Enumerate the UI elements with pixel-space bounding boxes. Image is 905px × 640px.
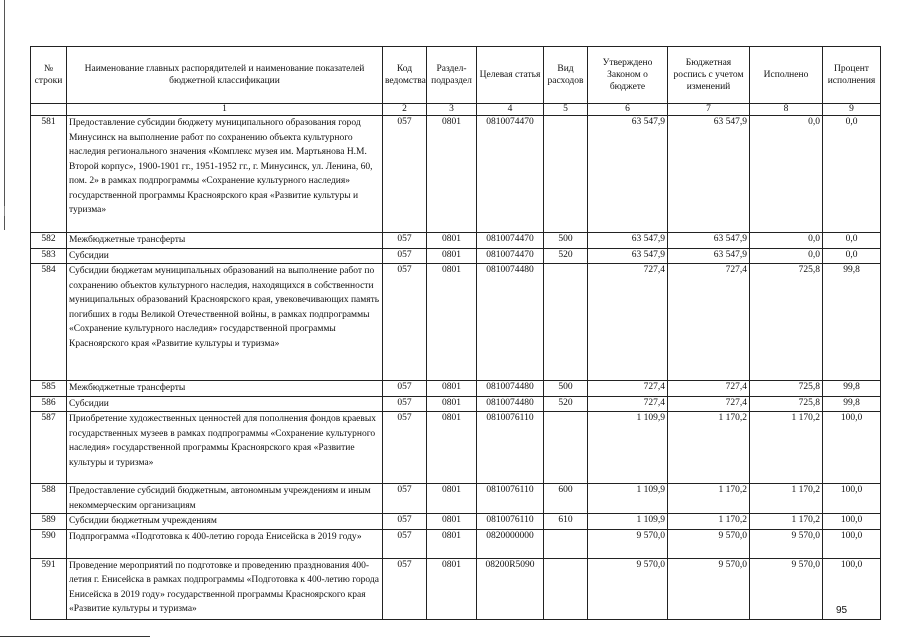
row-dept-code: 057 — [383, 412, 427, 484]
row-number: 583 — [31, 248, 67, 264]
table-row — [31, 264, 881, 381]
row-expense-type — [544, 264, 588, 381]
header-approved: Утверждено Законом о бюджете — [588, 47, 668, 104]
row-executed: 1 170,2 — [750, 412, 823, 484]
row-dept-code: 057 — [383, 529, 427, 558]
row-expense-type — [544, 529, 588, 558]
column-number: 3 — [427, 104, 477, 116]
row-expense-type — [544, 116, 588, 233]
row-planned: 727,4 — [668, 396, 750, 412]
table-row — [31, 381, 881, 397]
binder-margin-line — [4, 0, 5, 230]
row-dept-code: 057 — [383, 116, 427, 233]
row-planned: 9 570,0 — [668, 529, 750, 558]
row-planned: 1 170,2 — [668, 412, 750, 484]
row-section: 0801 — [427, 248, 477, 264]
row-approved: 727,4 — [588, 396, 668, 412]
row-number: 591 — [31, 558, 67, 619]
row-executed: 1 170,2 — [750, 484, 823, 514]
column-number: 7 — [668, 104, 750, 116]
row-target: 0810074470 — [477, 233, 544, 249]
header-section: Раздел-подраздел — [427, 47, 477, 104]
header-target: Целевая статья — [477, 47, 544, 104]
row-percent: 0,0 — [823, 248, 881, 264]
header-planned: Бюджетная роспись с учетом изменений — [668, 47, 750, 104]
row-name: Предоставление субсидии бюджету муниципального образования город Минусинск на выполнение работ по сохранению объекта культурного наследия регионального значения «Комплекс музея им. Мартьянова Н.М. Второй корпус», 1900-1901 гг., 1951-1952 гг., г. Минусинск, ул. Ленина, 60, пом. 2» в рамках подпрограммы «Сохранение культурного наследия» государственной программы Красноярского края «Развитие культуры и туризма» — [67, 116, 383, 233]
row-executed: 0,0 — [750, 248, 823, 264]
table-row — [31, 514, 881, 530]
row-approved: 63 547,9 — [588, 248, 668, 264]
row-target: 0820000000 — [477, 529, 544, 558]
row-executed: 1 170,2 — [750, 514, 823, 530]
row-percent: 100,0 — [823, 529, 881, 558]
footer-rule — [0, 636, 150, 637]
table-row — [31, 412, 881, 484]
row-target: 0810076110 — [477, 514, 544, 530]
row-number: 584 — [31, 264, 67, 381]
budget-execution-table — [30, 46, 881, 620]
row-percent: 99,8 — [823, 396, 881, 412]
table-row — [31, 116, 881, 233]
row-name: Субсидии — [67, 248, 383, 264]
row-section: 0801 — [427, 381, 477, 397]
table-row — [31, 484, 881, 514]
row-dept-code: 057 — [383, 248, 427, 264]
row-approved: 63 547,9 — [588, 233, 668, 249]
row-number: 588 — [31, 484, 67, 514]
row-planned: 63 547,9 — [668, 248, 750, 264]
row-target: 0810074470 — [477, 248, 544, 264]
row-section: 0801 — [427, 412, 477, 484]
row-planned: 9 570,0 — [668, 558, 750, 619]
header-dept-code: Код ведомства — [383, 47, 427, 104]
row-approved: 1 109,9 — [588, 412, 668, 484]
row-section: 0801 — [427, 233, 477, 249]
row-planned: 1 170,2 — [668, 484, 750, 514]
row-approved: 727,4 — [588, 264, 668, 381]
header-name: Наименование главных распорядителей и наименование показателей бюджетной классификации — [67, 47, 383, 104]
table-row — [31, 558, 881, 619]
row-name: Подпрограмма «Подготовка к 400-летию города Енисейска в 2019 году» — [67, 529, 383, 558]
row-target: 0810076110 — [477, 484, 544, 514]
row-target: 0810074480 — [477, 264, 544, 381]
row-approved: 727,4 — [588, 381, 668, 397]
row-percent: 99,8 — [823, 381, 881, 397]
header-percent: Процент исполнения — [823, 47, 881, 104]
column-number — [31, 104, 67, 116]
row-expense-type: 520 — [544, 396, 588, 412]
row-planned: 63 547,9 — [668, 233, 750, 249]
row-name: Субсидии бюджетным учреждениям — [67, 514, 383, 530]
row-dept-code: 057 — [383, 381, 427, 397]
row-percent: 100,0 — [823, 558, 881, 619]
row-target: 0810074480 — [477, 396, 544, 412]
table-row — [31, 529, 881, 558]
header-row-no: № строки — [31, 47, 67, 104]
row-section: 0801 — [427, 396, 477, 412]
row-target: 0810074470 — [477, 116, 544, 233]
column-number: 4 — [477, 104, 544, 116]
row-executed: 725,8 — [750, 381, 823, 397]
row-section: 0801 — [427, 116, 477, 233]
row-approved: 1 109,9 — [588, 514, 668, 530]
row-number: 589 — [31, 514, 67, 530]
column-number: 5 — [544, 104, 588, 116]
column-number: 2 — [383, 104, 427, 116]
row-approved: 9 570,0 — [588, 558, 668, 619]
row-expense-type — [544, 412, 588, 484]
row-target: 08200R5090 — [477, 558, 544, 619]
column-number: 1 — [67, 104, 383, 116]
row-executed: 0,0 — [750, 233, 823, 249]
row-target: 0810074480 — [477, 381, 544, 397]
binder-mark — [4, 206, 5, 216]
row-approved: 9 570,0 — [588, 529, 668, 558]
row-number: 581 — [31, 116, 67, 233]
row-planned: 727,4 — [668, 381, 750, 397]
column-number-row — [31, 104, 881, 116]
row-dept-code: 057 — [383, 484, 427, 514]
column-number: 6 — [588, 104, 668, 116]
row-expense-type: 610 — [544, 514, 588, 530]
row-number: 582 — [31, 233, 67, 249]
page-number: 95 — [836, 605, 848, 616]
table-row — [31, 396, 881, 412]
row-executed: 0,0 — [750, 116, 823, 233]
row-section: 0801 — [427, 558, 477, 619]
row-percent: 0,0 — [823, 233, 881, 249]
row-expense-type: 520 — [544, 248, 588, 264]
row-dept-code: 057 — [383, 264, 427, 381]
row-approved: 1 109,9 — [588, 484, 668, 514]
row-executed: 725,8 — [750, 396, 823, 412]
header-expense-type: Вид расходов — [544, 47, 588, 104]
row-section: 0801 — [427, 529, 477, 558]
row-executed: 725,8 — [750, 264, 823, 381]
row-number: 586 — [31, 396, 67, 412]
row-name: Межбюджетные трансферты — [67, 233, 383, 249]
row-planned: 1 170,2 — [668, 514, 750, 530]
table-row — [31, 233, 881, 249]
row-section: 0801 — [427, 264, 477, 381]
row-percent: 100,0 — [823, 412, 881, 484]
row-target: 0810076110 — [477, 412, 544, 484]
row-name: Предоставление субсидий бюджетным, автономным учреждениям и иным некоммерческим организациям — [67, 484, 383, 514]
table-row — [31, 248, 881, 264]
row-percent: 100,0 — [823, 484, 881, 514]
column-number: 8 — [750, 104, 823, 116]
column-number: 9 — [823, 104, 881, 116]
row-planned: 63 547,9 — [668, 116, 750, 233]
row-section: 0801 — [427, 484, 477, 514]
row-dept-code: 057 — [383, 514, 427, 530]
row-expense-type: 600 — [544, 484, 588, 514]
row-number: 590 — [31, 529, 67, 558]
row-planned: 727,4 — [668, 264, 750, 381]
header-row — [31, 47, 881, 104]
row-number: 585 — [31, 381, 67, 397]
row-name: Субсидии бюджетам муниципальных образований на выполнение работ по сохранению объектов культурного наследия, находящихся в собственности муниципальных образований Красноярского края, увековечивающих память погибших в годы Великой Отечественной войны, в рамках подпрограммы «Сохранение культурного наследия» государственной программы Красноярского края «Развитие культуры и туризма» — [67, 264, 383, 381]
row-dept-code: 057 — [383, 558, 427, 619]
row-dept-code: 057 — [383, 233, 427, 249]
row-percent: 100,0 — [823, 514, 881, 530]
row-expense-type: 500 — [544, 381, 588, 397]
row-expense-type — [544, 558, 588, 619]
row-approved: 63 547,9 — [588, 116, 668, 233]
row-name: Проведение мероприятий по подготовке и проведению празднования 400-летия г. Енисейска в рамках подпрограммы «Подготовка к 400-летию города Енисейска в 2019 году» государственной программы Красноярского края «Развитие культуры и туризма» — [67, 558, 383, 619]
row-percent: 99,8 — [823, 264, 881, 381]
row-percent: 0,0 — [823, 116, 881, 233]
row-name: Субсидии — [67, 396, 383, 412]
row-expense-type: 500 — [544, 233, 588, 249]
row-executed: 9 570,0 — [750, 558, 823, 619]
row-number: 587 — [31, 412, 67, 484]
row-section: 0801 — [427, 514, 477, 530]
row-dept-code: 057 — [383, 396, 427, 412]
header-executed: Исполнено — [750, 47, 823, 104]
row-name: Межбюджетные трансферты — [67, 381, 383, 397]
row-executed: 9 570,0 — [750, 529, 823, 558]
row-name: Приобретение художественных ценностей для пополнения фондов краевых государственных музеев в рамках подпрограммы «Сохранение культурного наследия» государственной программы Красноярского края «Развитие культуры и туризма» — [67, 412, 383, 484]
